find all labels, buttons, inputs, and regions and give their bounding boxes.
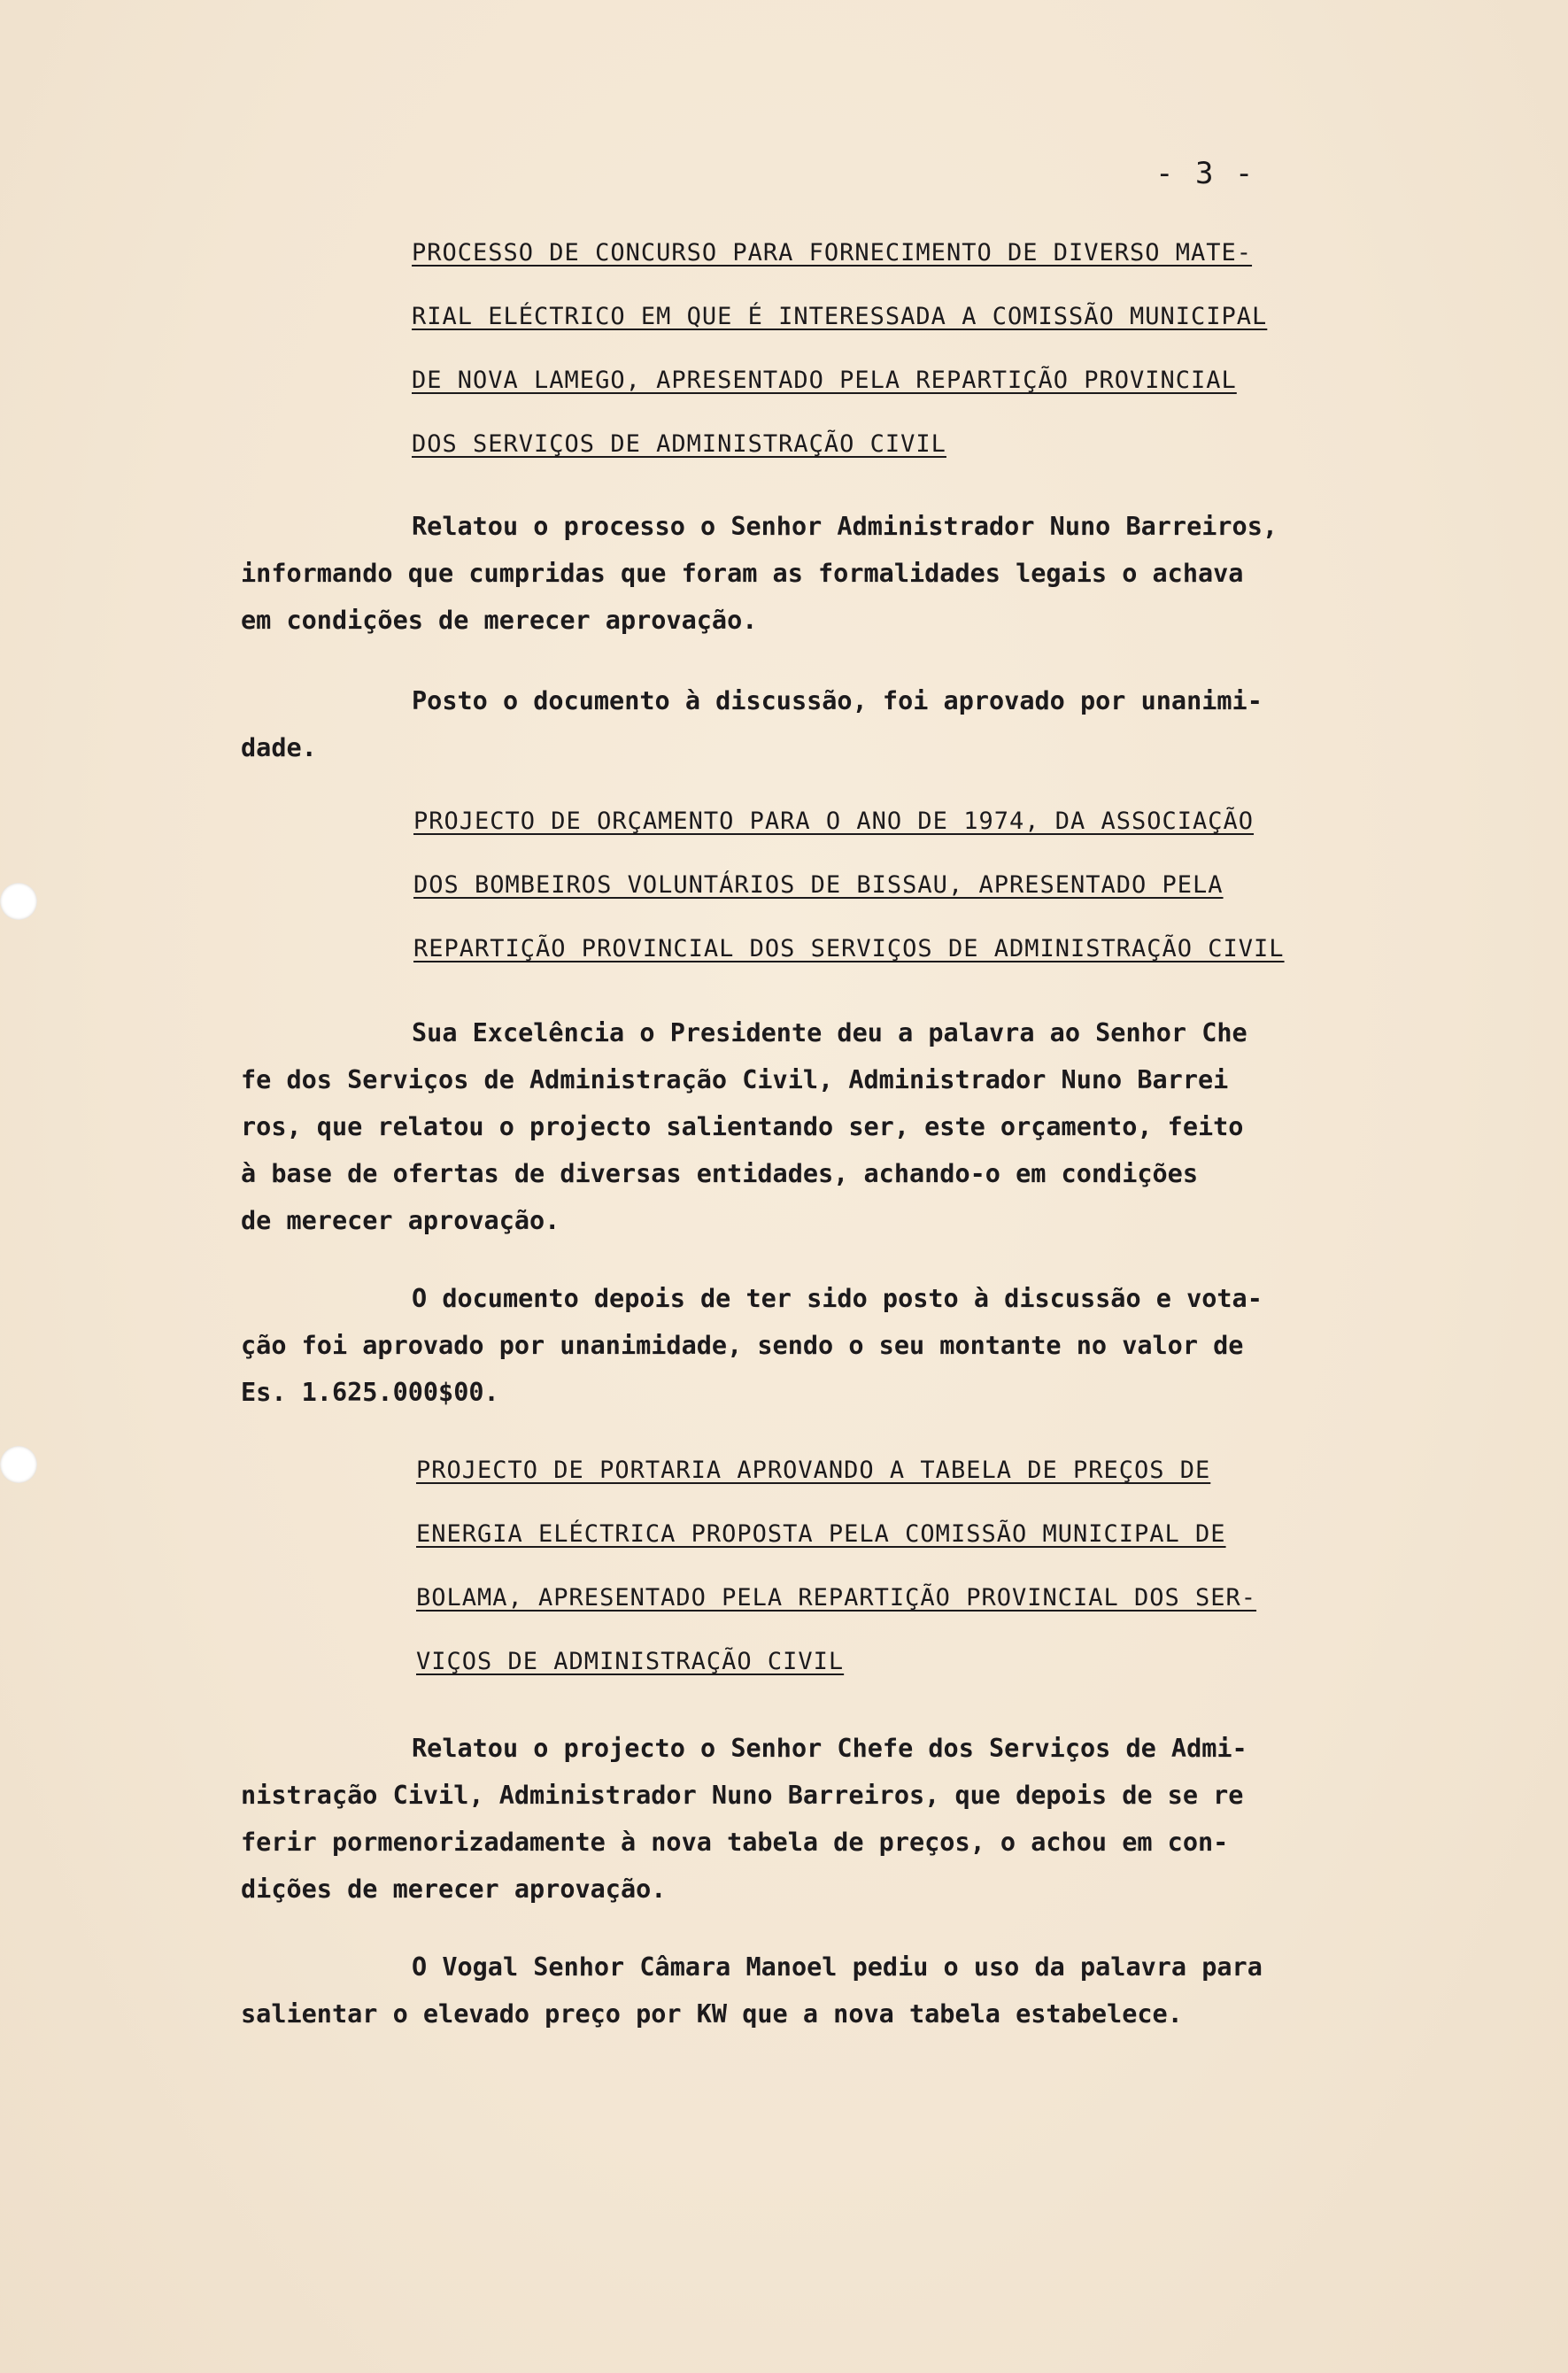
text-line: ção foi aprovado por unanimidade, sendo o seu montante no valor de [241, 1331, 1244, 1360]
section-3-heading [416, 1455, 1256, 1710]
heading-line: DOS SERVIÇOS DE ADMINISTRAÇÃO CIVIL [412, 430, 946, 458]
heading-line: ENERGIA ELÉCTRICA PROPOSTA PELA COMISSÃO MUNICIPAL DE [416, 1520, 1226, 1548]
text-line: Relatou o projecto o Senhor Chefe dos Serviços de Admi- [412, 1734, 1247, 1763]
text-line: dições de merecer aprovação. [241, 1874, 667, 1904]
section-2-paragraph-2 [241, 1275, 1410, 1416]
text-line: à base de ofertas de diversas entidades, achando-o em condições [241, 1159, 1198, 1188]
text-line: O documento depois de ter sido posto à discussão e vota- [412, 1284, 1263, 1313]
section-3-paragraph-2 [241, 1944, 1410, 2037]
text-line: de merecer aprovação. [241, 1206, 560, 1235]
heading-line: PROJECTO DE PORTARIA APROVANDO A TABELA DE PREÇOS DE [416, 1457, 1211, 1484]
section-1-heading [412, 237, 1267, 492]
text-line: ferir pormenorizadamente à nova tabela de preços, o achou em con- [241, 1828, 1229, 1857]
text-line: ros, que relatou o projecto salientando ser, este orçamento, feito [241, 1112, 1244, 1141]
text-line: dade. [241, 733, 317, 762]
heading-line: VIÇOS DE ADMINISTRAÇÃO CIVIL [416, 1648, 845, 1675]
text-line: Es. 1.625.000$00. [241, 1378, 499, 1407]
heading-line: RIAL ELÉCTRICO EM QUE É INTERESSADA A COMISSÃO MUNICIPAL [412, 303, 1268, 330]
text-line: O Vogal Senhor Câmara Manoel pediu o uso da palavra para [412, 1952, 1263, 1982]
text-line: Sua Excelência o Presidente deu a palavra ao Senhor Che [412, 1018, 1247, 1047]
heading-line: REPARTIÇÃO PROVINCIAL DOS SERVIÇOS DE ADMINISTRAÇÃO CIVIL [413, 935, 1285, 962]
heading-line: DE NOVA LAMEGO, APRESENTADO PELA REPARTIÇÃO PROVINCIAL [412, 367, 1237, 394]
heading-line: PROJECTO DE ORÇAMENTO PARA O ANO DE 1974, DA ASSOCIAÇÃO [413, 808, 1255, 835]
punch-hole-top [0, 883, 37, 920]
text-line: informando que cumpridas que foram as formalidades legais o achava [241, 559, 1244, 588]
text-line: Relatou o processo o Senhor Administrador Nuno Barreiros, [412, 512, 1278, 541]
text-line: nistração Civil, Administrador Nuno Barreiros, que depois de se re [241, 1781, 1244, 1810]
heading-line: DOS BOMBEIROS VOLUNTÁRIOS DE BISSAU, APRESENTADO PELA [413, 871, 1224, 899]
section-1-paragraph-2 [241, 677, 1410, 771]
heading-line: PROCESSO DE CONCURSO PARA FORNECIMENTO DE DIVERSO MATE- [412, 239, 1253, 267]
text-line: em condições de merecer aprovação. [241, 606, 758, 635]
text-line: fe dos Serviços de Administração Civil, Administrador Nuno Barrei [241, 1065, 1229, 1094]
heading-line: BOLAMA, APRESENTADO PELA REPARTIÇÃO PROVINCIAL DOS SER- [416, 1584, 1257, 1612]
punch-hole-bottom [0, 1446, 37, 1483]
page-number: - 3 - [1155, 156, 1255, 191]
section-2-paragraph-1 [241, 1009, 1410, 1244]
text-line: Posto o documento à discussão, foi aprovado por unanimi- [412, 686, 1263, 715]
text-line: salientar o elevado preço por KW que a nova tabela estabelece. [241, 1999, 1183, 2029]
section-3-paragraph-1 [241, 1725, 1410, 1913]
section-1-paragraph-1 [241, 503, 1410, 644]
section-2-heading [413, 806, 1285, 997]
